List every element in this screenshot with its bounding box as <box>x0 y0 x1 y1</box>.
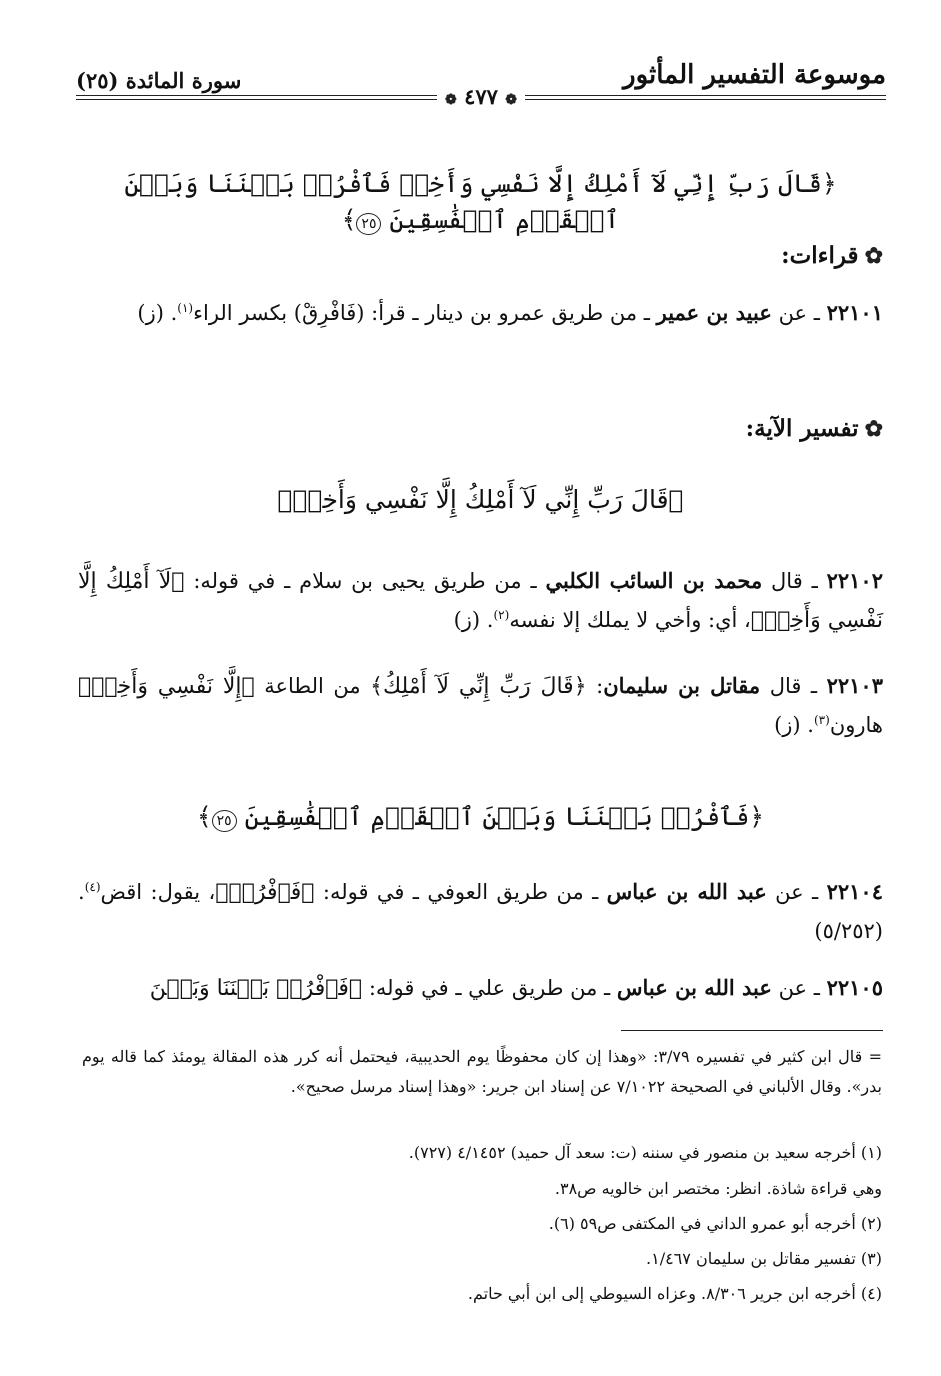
footnote-continued: = قال ابن كثير في تفسيره ٣/٧٩: «وهذا إن كان محفوظًا يوم الحديبية، فيحتمل أنه كرر هذه المقالة يومئذ كما قاله يوم بدر». وقال الألباني في الصحيحة ٧/١٠٢٢ عن إسناد ابن جرير: «وهذا إسناد مرسل صحيح». <box>82 1047 882 1096</box>
narration-text: ـ قال <box>762 569 827 593</box>
narration-text: ـ قال <box>760 674 827 698</box>
narration-text: ـ من طريق عمرو بن دينار ـ قرأ: (فَافْرِقْ) بكسر الراء <box>193 301 657 325</box>
narration-22104 <box>78 873 883 950</box>
narration-text: ـ عن <box>766 880 827 904</box>
narration-number: ٢٢١٠٥ <box>826 975 883 1000</box>
narrator-name: مقاتل بن سليمان <box>603 673 761 698</box>
narration-22105 <box>78 969 883 1008</box>
verse-bottom-text: ﴿فَٱفْرُقۡ بَيۡنَنَا وَبَيۡنَ ٱلۡقَوۡمِ ٱلۡفَٰسِقِينَ <box>244 802 765 831</box>
inline-verse: ﴿فَٱفْرُقۡ بَيۡنَنَا وَبَيۡنَ <box>149 976 363 1001</box>
footnote-1-note: وهي قراءة شاذة. انظر: مختصر ابن خالويه ص٣٨. <box>554 1179 882 1198</box>
footnote-ref: (١) <box>177 301 194 315</box>
verse-bottom-close: ﴾ <box>196 802 212 831</box>
footnote-1: (١) أخرجه سعيد بن منصور في سننه (ت: سعد آل حميد) ٤/١٤٥٢ (٧٢٧). <box>408 1143 882 1162</box>
verse-mid: ﴿قَالَ رَبِّ إِنِّي لَآ أَمْلِكُ إِلَّا نَفْسِي وَأَخِيۖ﴾ <box>277 485 684 514</box>
footnote-separator <box>621 1030 883 1031</box>
narration-text: ، أي: وأخي لا يملك إلا نفسه <box>509 608 751 632</box>
book-title: موسوعة التفسير المأثور <box>623 60 886 90</box>
footnote-ref: (٤) <box>84 880 101 894</box>
footnote-4: (٤) أخرجه ابن جرير ٨/٣٠٦. وعزاه السيوطي إلى ابن أبي حاتم. <box>467 1284 882 1303</box>
inline-verse: ﴿إِلَّا نَفْسِي وَأَخِيۖ﴾ <box>78 674 255 699</box>
verse-top <box>78 166 883 238</box>
inline-verse: ﴿فَٱفْرُقۡ﴾ <box>215 880 315 905</box>
narration-tail: . (٥/٢٥٢) <box>78 880 883 943</box>
footnote-ref: (٢) <box>493 608 510 622</box>
narration-tail: . (ز) <box>453 608 494 632</box>
narration-text: ـ عن <box>771 976 827 1000</box>
narration-number: ٢٢١٠٤ <box>826 879 883 904</box>
narration-number: ٢٢١٠٣ <box>826 673 883 698</box>
narration-22101 <box>78 294 883 332</box>
ayah-number-marker: ٢٥ <box>356 213 381 235</box>
narrator-name: عبيد بن عمير <box>656 300 772 325</box>
ornament-icon: ❁ <box>505 92 517 108</box>
ayah-number-marker: ٢٥ <box>212 810 237 832</box>
narration-text: ـ من طريق يحيى بن سلام ـ في قوله: <box>184 569 546 593</box>
narration-tail: . (ز) <box>137 301 178 325</box>
page-header <box>76 52 886 122</box>
footnote-2: (٢) أخرجه أبو عمرو الداني في المكتفى ص٥٩ (٦). <box>548 1214 882 1233</box>
inline-verse: ﴿لَآ أَمْلِكُ إِلَّا نَفْسِي وَأَخِيۖ﴾ <box>78 569 883 633</box>
verse-bottom <box>78 799 883 835</box>
narration-text: ، يقول: اقض <box>100 880 216 904</box>
surah-label: سورة المائدة (٢٥) <box>76 68 242 93</box>
narration-tail: . (ز) <box>774 713 814 737</box>
section-readings-label: قراءات: <box>781 242 859 269</box>
narration-text: : <box>586 674 604 698</box>
narration-22102 <box>78 562 883 640</box>
section-heading-tafsir <box>78 413 883 445</box>
narration-text: ـ من طريق علي ـ في قوله: <box>362 976 617 1000</box>
flower-bullet-icon: ✿ <box>864 243 883 269</box>
narration-text: هارون <box>829 713 883 737</box>
page-number: ٤٧٧ <box>464 84 498 109</box>
narration-text: ـ من طريق العوفي ـ في قوله: <box>314 880 607 904</box>
footnote-3: (٣) تفسير مقاتل بن سليمان ١/٤٦٧. <box>646 1249 882 1268</box>
verse-top-text: ﴿قَالَ رَبِّ إِنِّي لَآ أَمْلِكُ إِلَّا نَفْسِي وَأَخِيۖ فَٱفْرُقۡ بَيۡنَنَا وَبَيۡنَ ٱلۡقَوۡمِ ٱلۡفَٰسِقِينَ <box>124 169 837 234</box>
narration-text: ـ عن <box>771 301 827 325</box>
narration-text: من الطاعة <box>254 674 371 698</box>
flower-bullet-icon: ✿ <box>864 416 883 442</box>
narration-number: ٢٢١٠١ <box>826 300 883 325</box>
narration-22103 <box>78 667 883 744</box>
narrator-name: عبد الله بن عباس <box>616 975 772 1000</box>
narrator-name: محمد بن السائب الكلبي <box>545 568 763 593</box>
footnote-ref: (٣) <box>813 713 830 727</box>
section-heading-readings <box>78 240 883 272</box>
inline-verse: ﴿قَالَ رَبِّ إِنِّي لَآ أَمْلِكُ﴾ <box>370 674 587 699</box>
narration-number: ٢٢١٠٢ <box>826 568 883 593</box>
verse-top-close: ﴾ <box>341 205 357 234</box>
ornament-icon: ❁ <box>445 92 457 108</box>
narrator-name: عبد الله بن عباس <box>606 879 767 904</box>
section-tafsir-label: تفسير الآية: <box>745 415 859 442</box>
page-number-box <box>437 84 525 109</box>
